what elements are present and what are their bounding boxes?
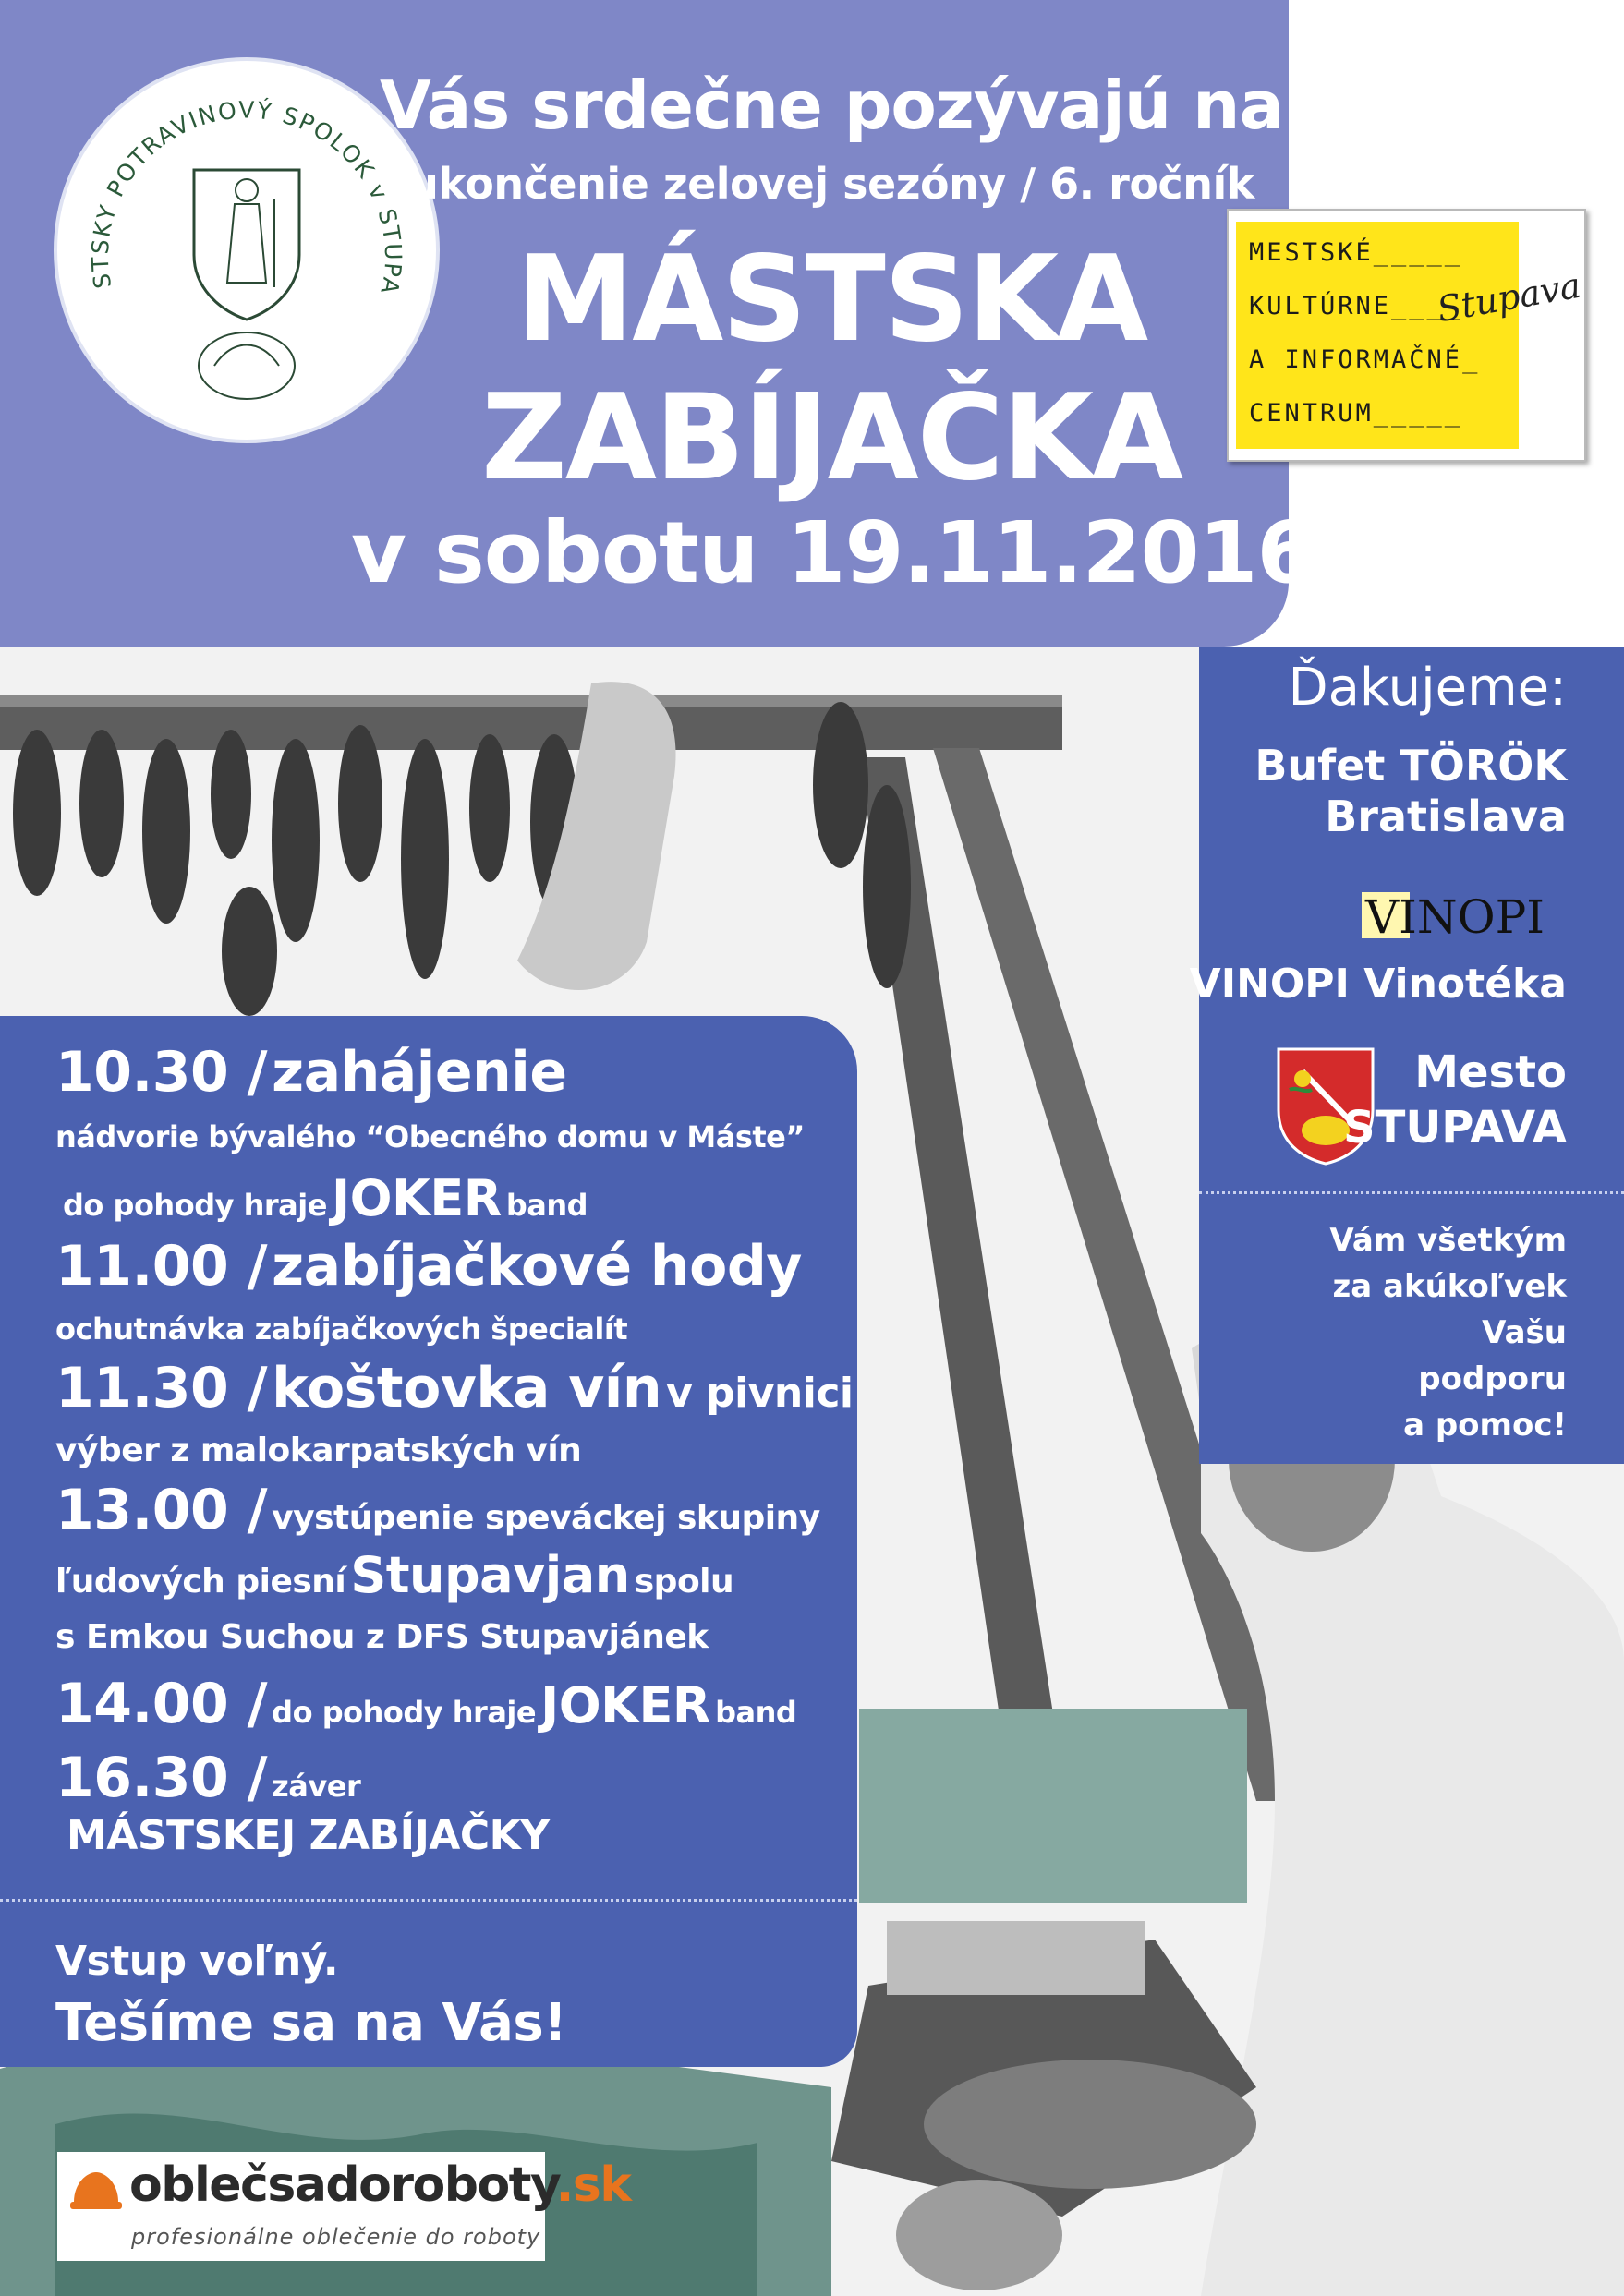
program-item bbox=[55, 1040, 567, 1105]
program-time: 14.00 / bbox=[55, 1672, 268, 1736]
support-line: a pomoc! bbox=[1403, 1407, 1567, 1444]
program-item bbox=[63, 1169, 588, 1227]
brand-name-main: oblečsadoroboty bbox=[129, 2157, 556, 2213]
program-title: zabíjačkové hody bbox=[272, 1234, 802, 1299]
thanks-heading: Ďakujeme: bbox=[1288, 658, 1567, 718]
program-title: zahájenie bbox=[272, 1040, 567, 1105]
support-line: Vám všetkým bbox=[1329, 1222, 1567, 1259]
helmet-icon bbox=[68, 2165, 124, 2220]
program-detail: s Emkou Suchou z DFS Stupavjánek bbox=[55, 1618, 709, 1656]
brand-name-tld: .sk bbox=[555, 2157, 631, 2213]
season-subtitle: ukončenie zelovej sezóny / 6. ročník bbox=[408, 159, 1254, 209]
program-item bbox=[55, 1234, 802, 1299]
program-title: záver bbox=[272, 1769, 361, 1804]
program-band: Stupavjan bbox=[350, 1546, 630, 1604]
sponsor-divider bbox=[1199, 1191, 1624, 1194]
support-message bbox=[1290, 1217, 1567, 1448]
svg-text:VINOPI: VINOPI bbox=[1365, 890, 1545, 942]
program-panel bbox=[0, 1016, 857, 2067]
support-line: podporu bbox=[1418, 1360, 1567, 1397]
program-title: vystúpenie speváckej skupiny bbox=[272, 1499, 820, 1537]
program-post: v pivnici bbox=[666, 1370, 854, 1417]
program-pre: do pohody hraje bbox=[63, 1188, 327, 1223]
program-post: spolu bbox=[634, 1563, 734, 1601]
brand-name bbox=[129, 2157, 630, 2213]
program-band: JOKER bbox=[540, 1676, 710, 1734]
program-item bbox=[55, 1546, 733, 1604]
event-title-line2: ZABÍJAČKA bbox=[481, 369, 1182, 507]
program-detail: nádvorie bývalého “Obecného domu v Máste” bbox=[55, 1119, 805, 1154]
program-post: band bbox=[715, 1695, 797, 1730]
support-line: Vašu bbox=[1482, 1314, 1567, 1351]
program-divider bbox=[0, 1899, 857, 1902]
sponsor-mesto: Mesto bbox=[1414, 1046, 1567, 1098]
mkc-line: MESTSKÉ_____ bbox=[1249, 238, 1463, 267]
program-time: 11.00 / bbox=[55, 1234, 268, 1299]
program-pre: do pohody hraje bbox=[272, 1695, 537, 1730]
welcome-message: Tešíme sa na Vás! bbox=[55, 1993, 567, 2053]
program-detail: výber z malokarpatských vín bbox=[55, 1432, 582, 1469]
brand-tagline: profesionálne oblečenie do roboty bbox=[131, 2224, 541, 2250]
sponsor-vinopi: VINOPI Vinotéka bbox=[1189, 961, 1567, 1008]
program-time: 16.30 / bbox=[55, 1746, 268, 1810]
program-post: band bbox=[505, 1188, 588, 1223]
vinopi-logo bbox=[1356, 887, 1550, 942]
program-pre: ľudových piesní bbox=[55, 1563, 346, 1601]
mkc-line: CENTRUM_____ bbox=[1249, 399, 1463, 428]
sponsor-bufet: Bufet TÖRÖK bbox=[1254, 741, 1567, 791]
entry-info: Vstup voľný. bbox=[55, 1938, 339, 1985]
program-detail: MÁSTSKEJ ZABÍJAČKY bbox=[67, 1812, 550, 1859]
support-line: za akúkoľvek bbox=[1332, 1268, 1567, 1305]
mkc-script-stupava: Stupava bbox=[1434, 264, 1584, 331]
program-detail: ochutnávka zabíjačkových špecialít bbox=[55, 1311, 628, 1347]
sponsor-stupava: STUPAVA bbox=[1343, 1102, 1567, 1154]
program-time: 11.30 / bbox=[55, 1356, 268, 1420]
event-date: v sobotu 19.11.2016 bbox=[351, 503, 1315, 602]
program-item bbox=[55, 1746, 360, 1810]
event-title-line1: MÁSTSKA bbox=[515, 231, 1147, 369]
program-time: 13.00 / bbox=[55, 1478, 268, 1542]
program-title: koštovka vín bbox=[272, 1356, 662, 1420]
svg-text:MÁSTSKY POTRAVINOVÝ SPOLOK v S: STSKY POTRAVINOVÝ SPOLOK v STUPA bbox=[86, 96, 407, 297]
program-item bbox=[55, 1672, 796, 1736]
mkc-line: A INFORMAČNÉ_ bbox=[1249, 345, 1481, 374]
program-band: JOKER bbox=[332, 1169, 502, 1227]
program-item bbox=[55, 1356, 854, 1420]
invite-line: Vás srdečne pozývajú na bbox=[379, 66, 1284, 144]
program-item bbox=[55, 1478, 820, 1542]
sponsor-bufet-city: Bratislava bbox=[1325, 792, 1567, 841]
mkc-line: KULTÚRNE____ bbox=[1249, 292, 1463, 320]
program-time: 10.30 / bbox=[55, 1040, 268, 1105]
